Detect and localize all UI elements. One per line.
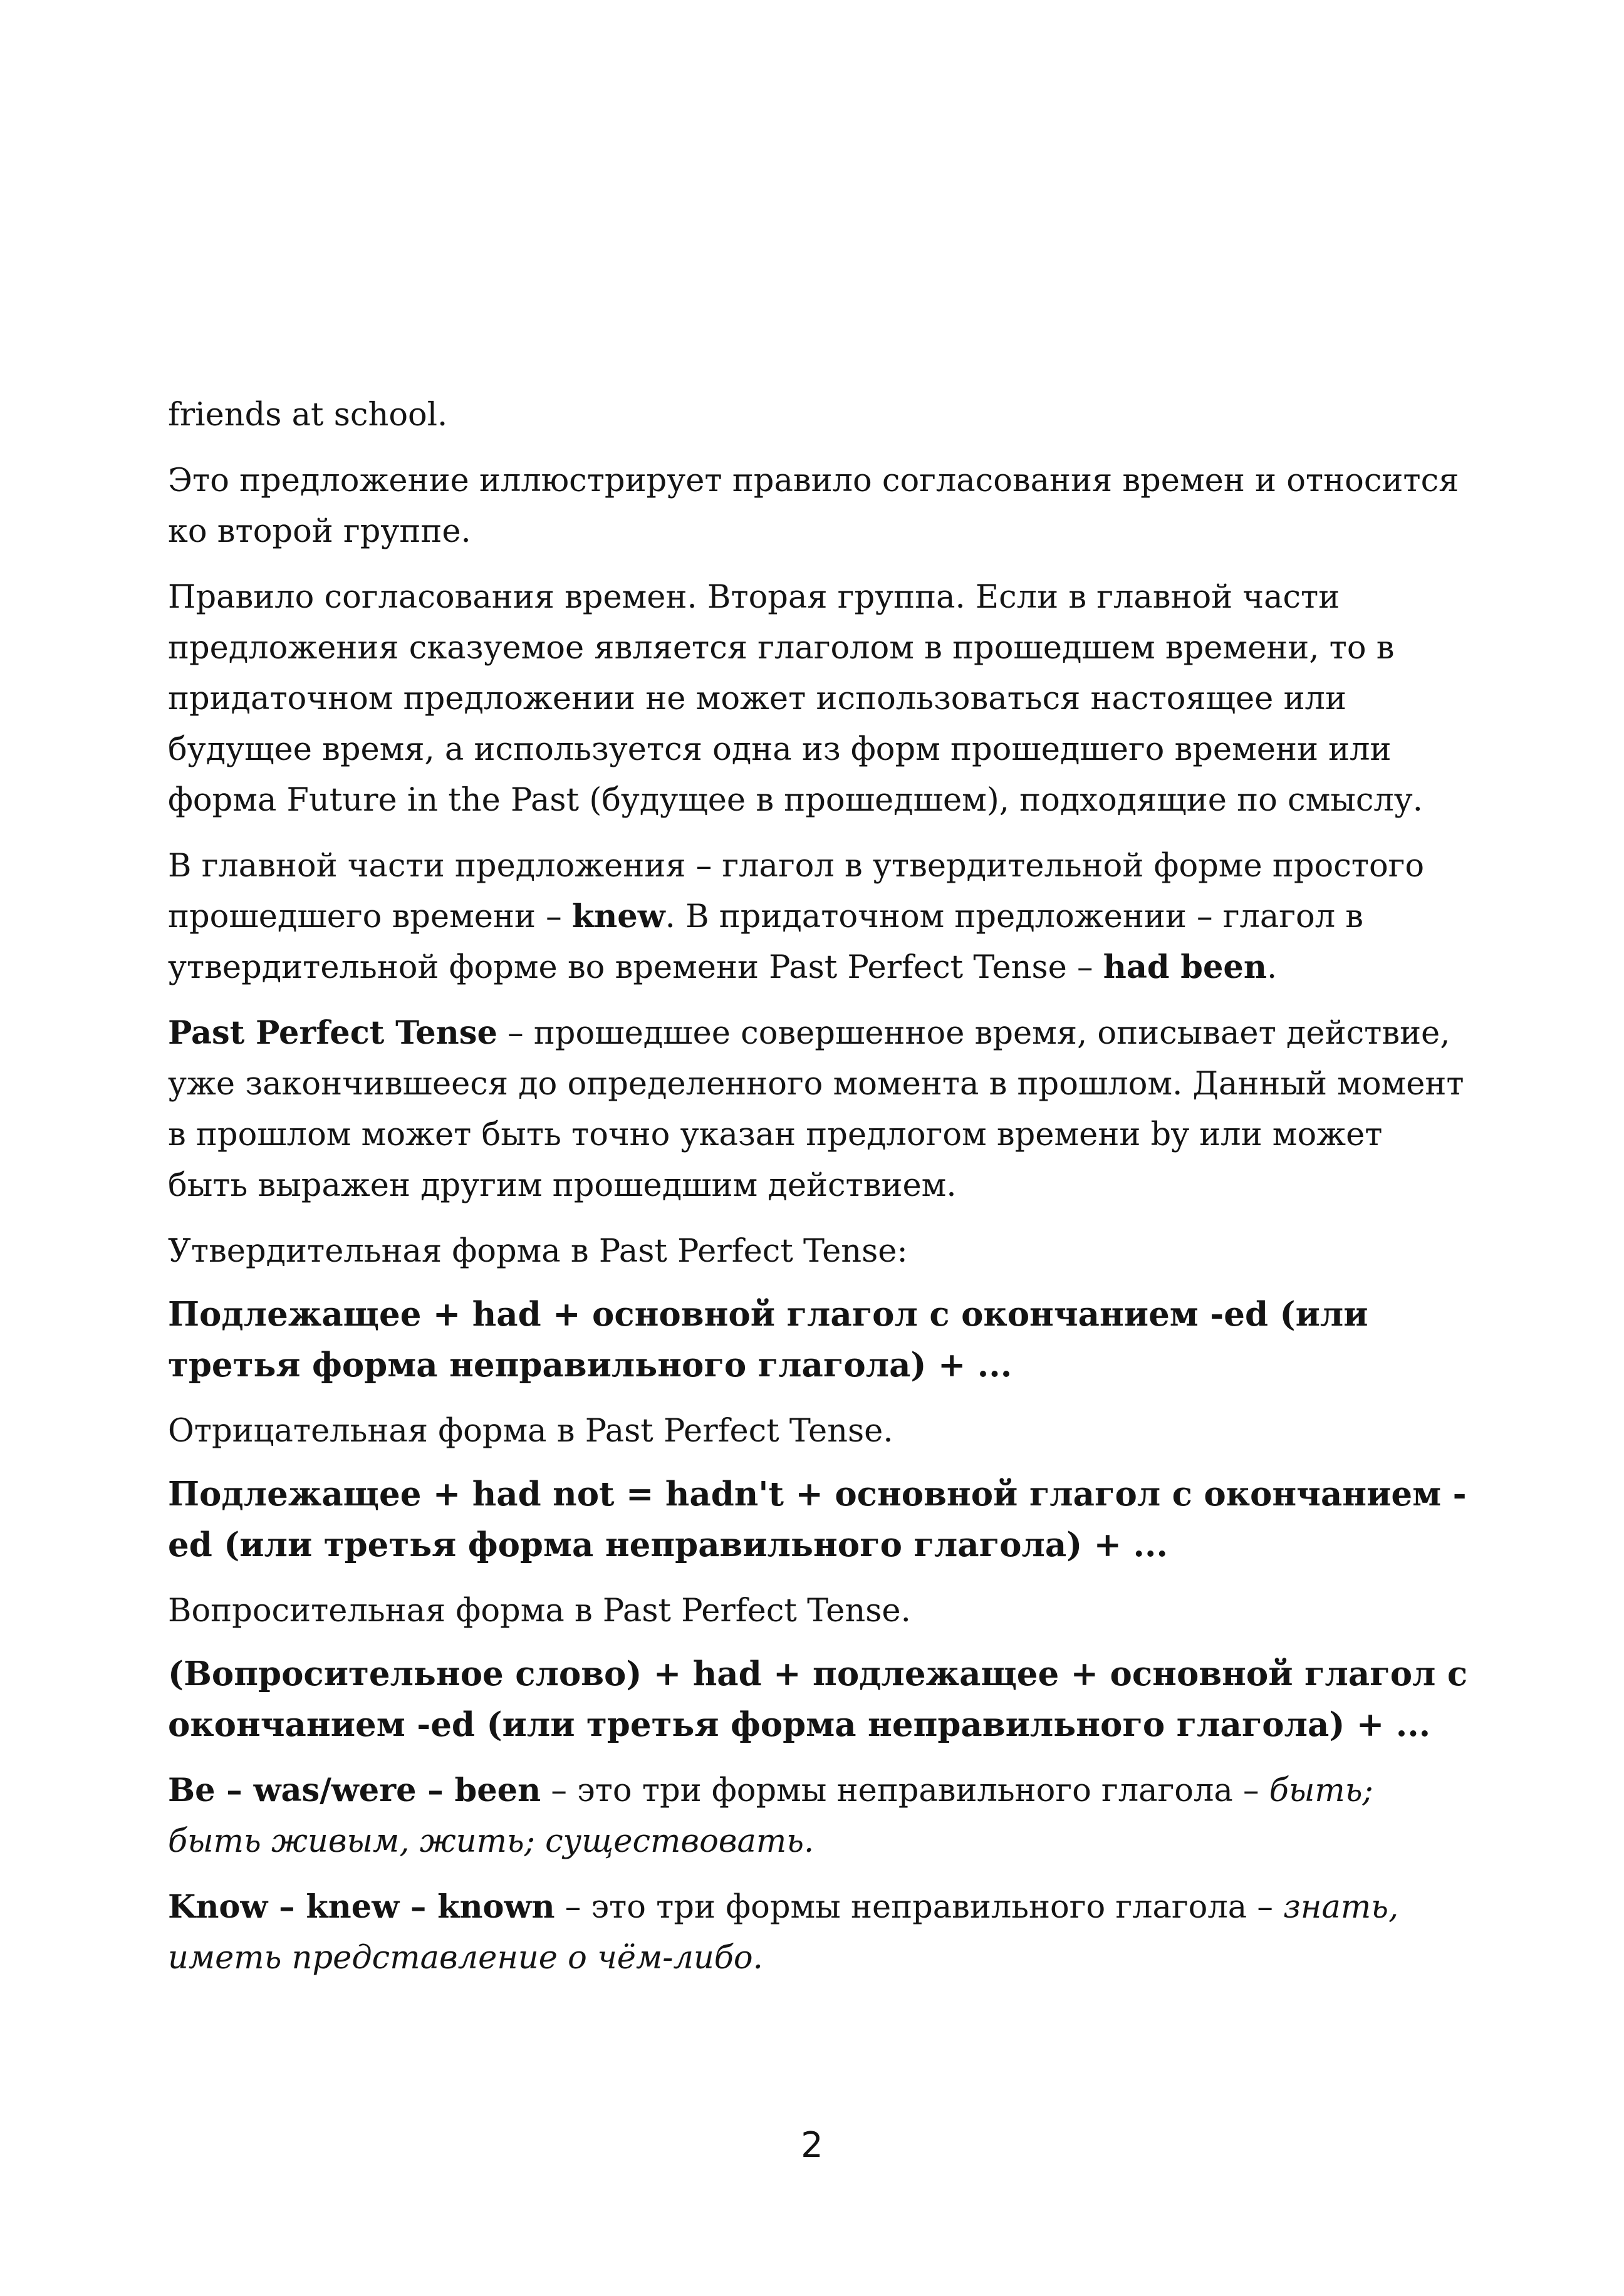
- definition-text: – прошедшее совершенное время, описывает действие, уже закончившееся до определенного момента в прошлом. Данный момент в прошлом может быть точно указан предлогом времени by или может быть выражен другим прошедшим действием.: [168, 1015, 1464, 1204]
- analysis-text-2: . В придаточном предложении – глагол в утвердительной форме во времени Past Perfect Tense –: [168, 898, 1364, 986]
- paragraph-analysis: [168, 841, 1471, 993]
- term-past-perfect: Past Perfect Tense: [168, 1014, 497, 1052]
- paragraph-rule: Правило согласования времен. Вторая группа. Если в главной части предложения сказуемое является глаголом в прошедшем времени, то в придаточном предложении не может использоваться настоящее или будущее время, а используется одна из форм прошедшего времени или форма Future in the Past (будущее в прошедшем), подходящие по смыслу.: [168, 579, 1424, 819]
- question-heading: Вопросительная форма в Past Perfect Tense.: [168, 1592, 911, 1629]
- be-forms-text: – это три формы неправильного глагола –: [541, 1772, 1269, 1809]
- affirmative-heading: Утвердительная форма в Past Perfect Tense:: [168, 1233, 908, 1270]
- paragraph-continuation: friends at school.: [168, 397, 448, 434]
- negative-heading: Отрицательная форма в Past Perfect Tense.: [168, 1413, 893, 1450]
- paragraph-intro: Это предложение иллюстрирует правило согласования времен и относится ко второй группе.: [168, 462, 1459, 550]
- affirmative-formula: Подлежащее + had + основной глагол с окончанием -ed (или третья форма неправильного глагола) + ...: [168, 1295, 1368, 1384]
- know-forms: Know – knew – known: [168, 1888, 555, 1926]
- verb-knew: knew: [571, 898, 665, 935]
- know-translation: знать, иметь представление о чём-либо.: [168, 1889, 1399, 1977]
- verb-forms-be: [168, 1765, 1471, 1867]
- know-forms-text: – это три формы неправильного глагола –: [554, 1889, 1284, 1926]
- verb-had-been: had been: [1103, 948, 1267, 986]
- be-translation: быть; быть живым, жить; существовать.: [168, 1772, 1373, 1860]
- paragraph-definition: [168, 1008, 1471, 1211]
- analysis-text-1: В главной части предложения – глагол в утвердительной форме простого прошедшего времени –: [168, 848, 1425, 935]
- question-formula: (Вопросительное слово) + had + подлежащее + основной глагол с окончанием -ed (или третья форма неправильного глагола) + ...: [168, 1654, 1468, 1744]
- negative-formula: Подлежащее + had not = hadn't + основной глагол с окончанием -ed (или третья форма неправильного глагола) + ...: [168, 1475, 1467, 1564]
- page-number: 2: [801, 2125, 823, 2166]
- analysis-text-3: .: [1266, 949, 1278, 986]
- verb-forms-know: [168, 1882, 1471, 1983]
- page-body: [168, 390, 1471, 1998]
- be-forms: Be – was/were – been: [168, 1772, 541, 1809]
